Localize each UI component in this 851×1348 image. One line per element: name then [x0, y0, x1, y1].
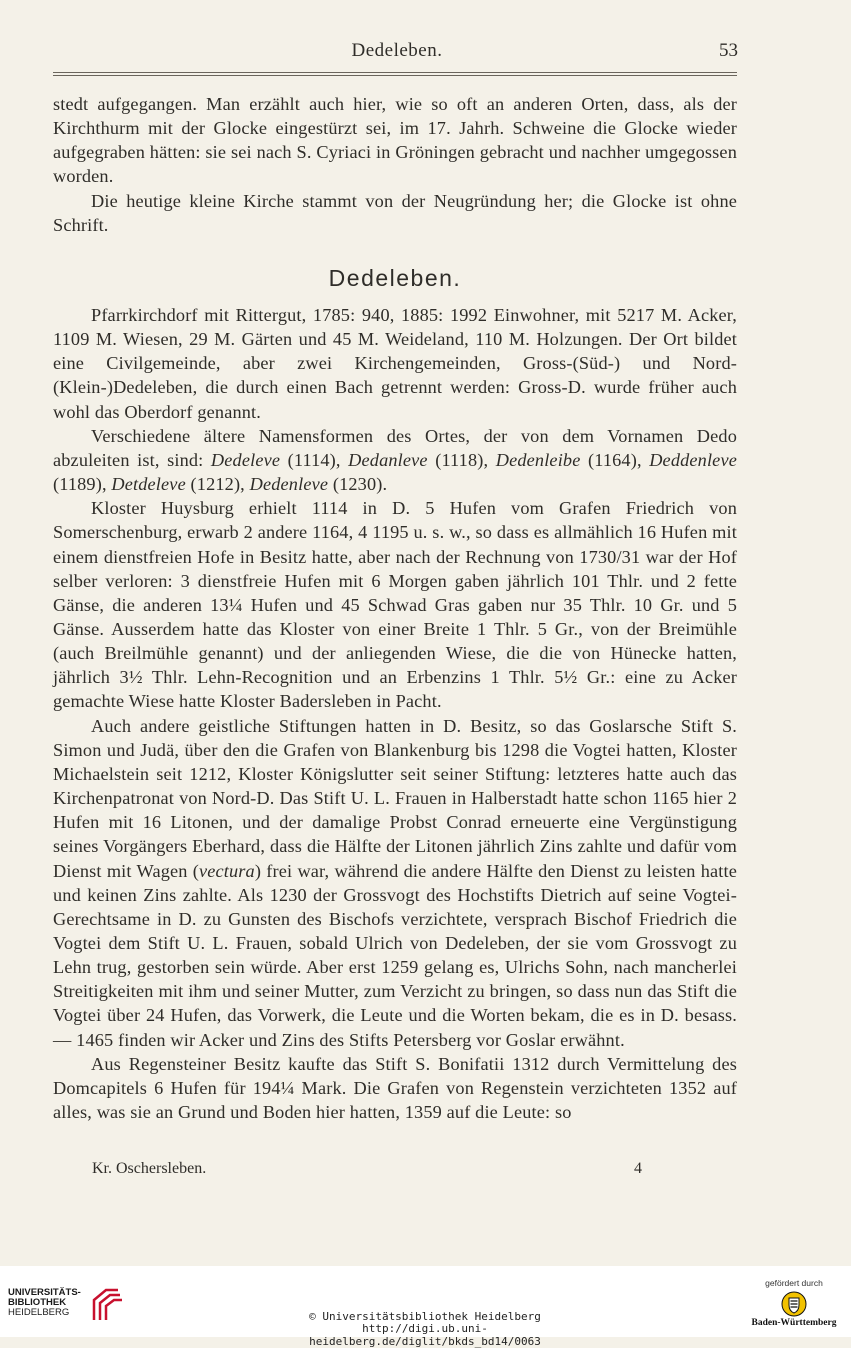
signature-line [92, 1160, 652, 1182]
library-logo[interactable] [8, 1288, 128, 1328]
paragraph-name-forms [53, 424, 737, 496]
paragraph-church: Die heutige kleine Kirche stammt von der Neugründung her; die Glocke ist ohne Schrift. [53, 190, 737, 235]
italic-term: vectura [198, 860, 255, 881]
copyright-notice: © Universitätsbibliothek Heidelberg [309, 1310, 541, 1323]
header-rule-top [53, 72, 737, 73]
foundations-text: Auch andere geistliche Stiftungen hatten in D. Besitz, so das Goslarsche Stift S. Simon und Judä, über den die Grafen von Blankenburg bis 1298 die Vogtei hatten, Kloster Michaelstein seit 1212, Kloster Königslutter seit seiner Stiftung: letzteres hatte auch das Kirchenpatronat von Nord-D. Das Stift U. L. Frauen in Halberstadt hatte schon 1165 hier 2 Hufen mit 16 Litonen, und der damalige Probst Conrad erneuerte eine Vergünstigung seines Vorgängers Eberhard, dass die Hälfte der Litonen jährlich Zins zahlte und dafür vom Dienst mit Wagen ( [53, 715, 737, 881]
library-logo-text [8, 1288, 81, 1318]
name-form: Dedenleibe [495, 449, 581, 470]
header-rule-bottom [53, 75, 737, 76]
running-head-title: Dedeleben. [351, 40, 443, 61]
section-title: Dedeleben. [328, 264, 462, 291]
state-name: Baden-Württemberg [751, 1318, 837, 1328]
paragraph-regenstein: Aus Regensteiner Besitz kaufte das Stift S. Bonifatii 1312 durch Vermittelung des Domcapitels 6 Hufen für 194¼ Mark. Die Grafen von Regenstein verzichteten 1352 auf alles, was sie an Grund und Boden hier hatten, 1359 auf die Leute: so [53, 1053, 737, 1123]
name-form: Dedenleve [249, 474, 329, 495]
foundations-text-end: ) frei war, während die andere Hälfte den Dienst zu leisten hatte und keinen Zins zahlte. Als 1230 der Grossvogt des Hochstifts Dietrich auf seine Vogtei-Gerechtsame in D. zu Gunsten des Bischofs verzichtete, versprach Bischof Friedrich die Vogtei dem Stift U. L. Frauen, sobald Ulrich von Dedeleben, der sie vom Grossvogt zu Lehn trug, gestorben sein würde. Aber erst 1259 gelang es, Ulrichs Sohn, nach mancherlei Streitigkeiten mit ihm und seiner Mutter, zum Verzicht zu bringen, so dass nun das Stift die Vogtei über 24 Hufen, das Vorwerk, die Leute und die Worten bekam, die es in D. besass. — 1465 finden wir Acker und Zins des Stifts Petersberg vor Goslar erwähnt. [53, 860, 738, 1050]
funding-badge [749, 1278, 839, 1334]
name-year: (1114), [280, 449, 349, 470]
digitization-footer [0, 1266, 851, 1348]
funded-by-label: gefördert durch [765, 1278, 823, 1288]
library-name-line-1: UNIVERSITÄTS- [8, 1287, 81, 1298]
name-form: Dedanleve [348, 449, 428, 470]
name-year: (1230). [328, 474, 388, 495]
library-mark-icon [88, 1286, 128, 1326]
paragraph-huysburg: Kloster Huysburg erhielt 1114 in D. 5 Hufen vom Grafen Friedrich von Somerschenburg, erwarb 2 andere 1164, 4 1195 u. s. w., so dass es allmählich 16 Hufen mit einem dienstfreien Hofe in Besitz hatte, aber nach der Rechnung von 1730/31 war der Hof selber verloren: 3 dienstfreie Hufen mit 6 Morgen gaben jährlich 101 Thlr. und 2 fette Gänse, die anderen 13¼ Hufen und 45 Schwad Gras gaben nur 35 Thlr. 10 Gr. und 5 Gänse. Ausserdem hatte das Kloster von einer Breite 1 Thlr. 5 Gr., von der Breimühle (auch Breilmühle genannt) und der anliegenden Wiese, die die von Hünecke hatten, jährlich 3½ Thlr. Lehn-Recognition und an Erbenzins 1 Thlr. 5½ Gr.: eine zu Acker gemachte Wiese hatte Kloster Badersleben in Pacht. [53, 498, 737, 712]
body-text [53, 92, 737, 1124]
library-name-line-3: HEIDELBERG [8, 1307, 70, 1318]
name-year: (1164), [580, 449, 650, 470]
name-forms-intro: Verschiedene ältere Namensformen des Ortes, der von dem Vornamen Dedo abzuleiten ist, sind: [53, 425, 737, 470]
name-form: Dedeleve [210, 449, 281, 470]
name-year: (1212), [185, 474, 250, 495]
paragraph-foundations [53, 714, 737, 1052]
name-year: (1118), [427, 449, 496, 470]
paragraph-continuation: stedt aufgegangen. Man erzählt auch hier, wie so oft an anderen Orten, dass, als der Kirchthurm mit der Glocke eingestürzt sei, im 17. Jahrh. Schweine die Glocke wieder aufgegraben hätten: sie sei nach S. Cyriaci in Gröningen gebracht und nachher umgegossen worden. [53, 94, 737, 187]
state-crest-icon [781, 1291, 807, 1317]
name-year: (1189), [53, 474, 112, 495]
page-number: 53 [719, 40, 738, 61]
name-form: Deddenleve [649, 449, 737, 470]
signature-mark: 4 [634, 1160, 642, 1177]
paragraph-population: Pfarrkirchdorf mit Rittergut, 1785: 940, 1885: 1992 Einwohner, mit 5217 M. Acker, 1109 M. Wiesen, 29 M. Gärten und 45 M. Weideland, 110 M. Holzungen. Der Ort bildet eine Civilgemeinde, aber zwei Kirchengemeinden, Gross-(Süd-) und Nord-(Klein-)Dedeleben, die durch einen Bach getrennt werden: Gross-D. wurde früher auch wohl das Oberdorf genannt. [53, 304, 737, 422]
signature-district: Kr. Oschersleben. [92, 1160, 207, 1177]
name-form: Detdeleve [111, 474, 186, 495]
permalink[interactable]: http://digi.ub.uni-heidelberg.de/diglit/bkds_bd14/0063 [309, 1322, 541, 1348]
running-head [56, 40, 738, 66]
library-name-line-2: BIBLIOTHEK [8, 1297, 67, 1308]
